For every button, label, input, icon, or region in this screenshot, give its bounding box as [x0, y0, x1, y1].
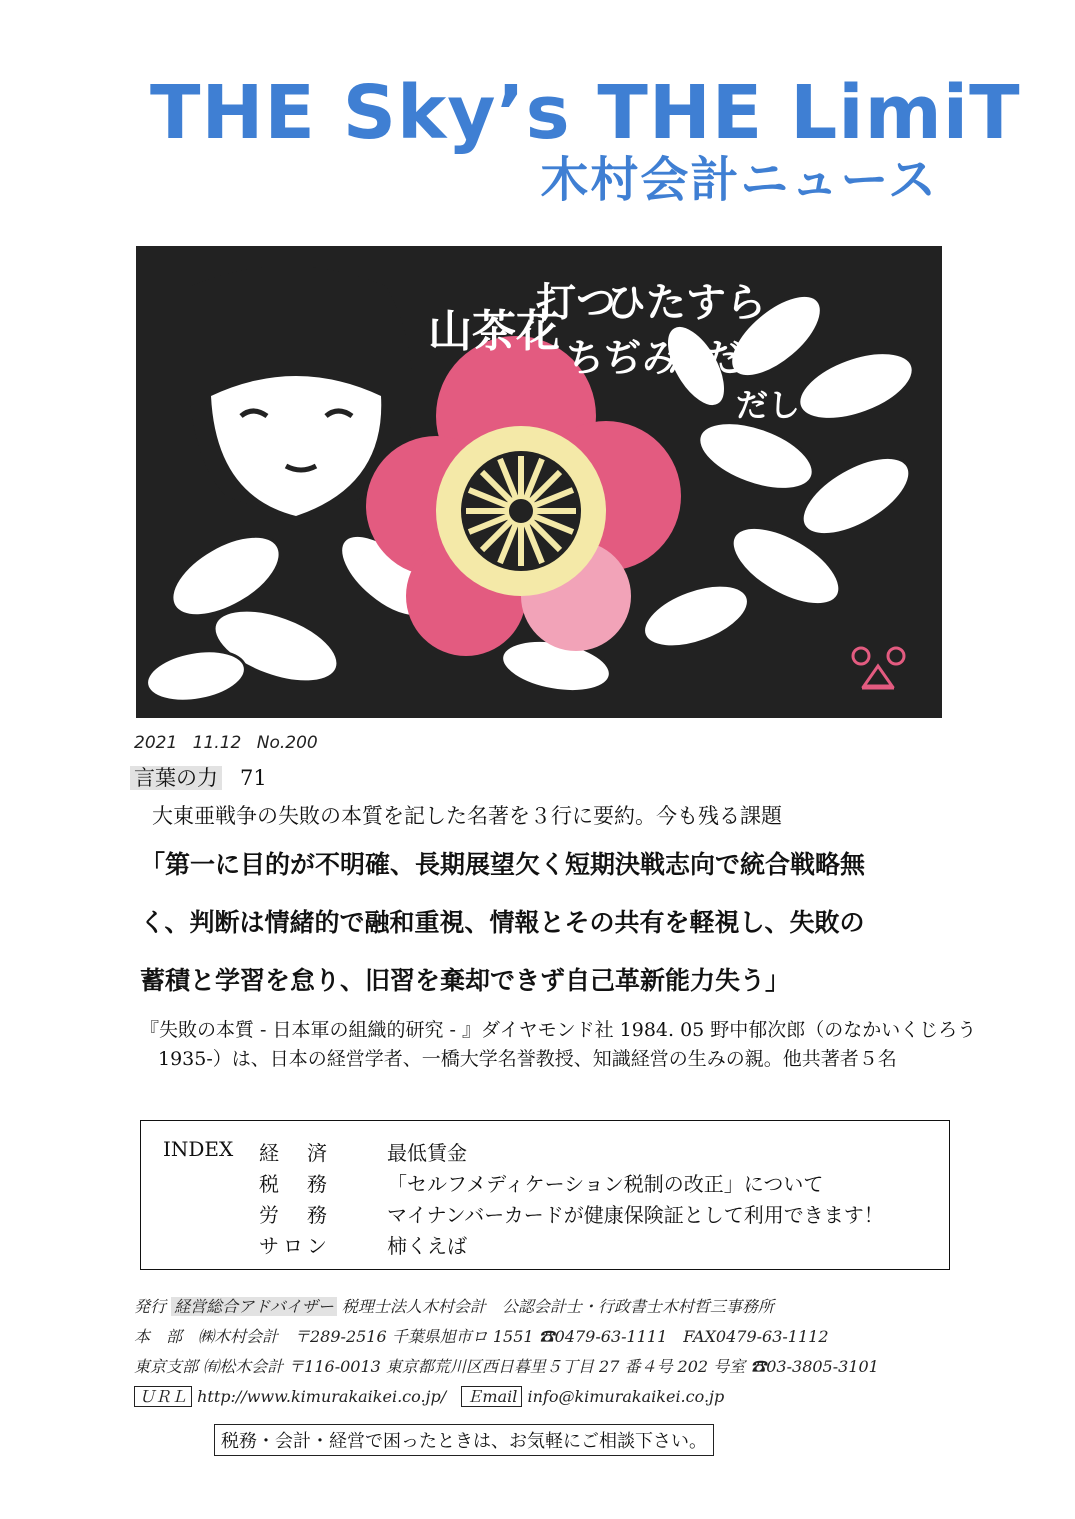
- issue-line: 2021 11.12 No.200: [134, 733, 318, 753]
- index-label: INDEX: [163, 1137, 234, 1161]
- index-item: [259, 1168, 823, 1198]
- citation: 『失敗の本質 - 日本軍の組織的研究 - 』ダイヤモンド社 1984. 05 野中郁次郎（のなかいくじろう 1935-）は、日本の経営学者、一橋大学名誉教授、知識経営の生みの親。他共著者５名: [140, 1019, 977, 1070]
- poem-text-panel: [416, 271, 800, 424]
- masthead: [150, 70, 1021, 210]
- consult-note: 税務・会計・経営で困ったときは、お気軽にご相談下さい。: [214, 1424, 714, 1456]
- publisher-label: 発行: [134, 1297, 167, 1316]
- email-link[interactable]: info@kimurakaikei.co.jp: [527, 1387, 725, 1406]
- contact-line: [134, 1384, 724, 1407]
- lead-text: 大東亜戦争の失敗の本質を記した名著を３行に要約。今も残る課題: [152, 804, 782, 828]
- index-topic: 「セルフメディケーション税制の改正」について: [387, 1172, 824, 1196]
- publisher-line: [134, 1294, 774, 1317]
- poem-word: 山茶花: [428, 306, 560, 357]
- main-quote: [140, 836, 950, 1010]
- poem-line-5: だし: [736, 386, 801, 424]
- quote-line: く、判断は情緒的で融和重視、情報とその共有を軽視し、失敗の: [140, 908, 865, 937]
- index-category: 労 務: [259, 1203, 331, 1227]
- masthead-title: THE Sky’s THE LimiT: [150, 70, 1021, 156]
- index-box: [140, 1120, 950, 1270]
- index-item: [259, 1199, 884, 1229]
- hq-address: 本 部 ㈱木村会計 〒289-2516 千葉県旭市ロ 1551 ☎0479-63-1111 FAX0479-63-1112: [134, 1327, 829, 1346]
- poem-line-4: ただ: [666, 336, 743, 380]
- publisher-names: 税理士法人木村会計 公認会計士・行政書士木村哲三事務所: [341, 1297, 774, 1316]
- email-label: Ｅmail: [461, 1386, 522, 1407]
- poem-line-3: ちぢみ: [566, 336, 681, 380]
- poem-line-1: 打つ: [536, 280, 616, 326]
- series-title: 言葉の力: [130, 766, 222, 790]
- series-number: 71: [240, 766, 267, 790]
- index-topic: 最低賃金: [387, 1141, 467, 1165]
- index-category: 税 務: [259, 1172, 331, 1196]
- index-category: 経 済: [259, 1141, 331, 1165]
- index-topic: 柿くえば: [387, 1234, 467, 1258]
- url-label: ＵＲＬ: [134, 1386, 192, 1407]
- index-topic: マイナンバーカードが健康保険証として利用できます！: [387, 1203, 884, 1227]
- quote-line: 蓄積と学習を怠り、旧習を棄却できず自己革新能力失う」: [140, 966, 791, 995]
- series-heading: [130, 762, 267, 792]
- quote-line: 「第一に目的が不明確、長期展望欠く短期決戦志向で統合戦略無: [140, 850, 866, 879]
- index-item: [259, 1137, 467, 1167]
- masthead-subtitle: 木村会計ニュース: [540, 152, 938, 208]
- woodblock-artwork: [136, 246, 942, 718]
- tokyo-address: 東京支部 ㈲松木会計 〒116-0013 東京都荒川区西日暮里５丁目 27 番４号 202 号室 ☎03-3805-3101: [134, 1357, 879, 1376]
- index-category: サロン: [259, 1234, 331, 1258]
- poem-line-2: ひたすら: [606, 280, 766, 326]
- index-item: [259, 1230, 467, 1260]
- publisher-highlight: 経営総合アドバイザー: [171, 1297, 337, 1316]
- url-link[interactable]: http://www.kimurakaikei.co.jp/: [197, 1387, 447, 1406]
